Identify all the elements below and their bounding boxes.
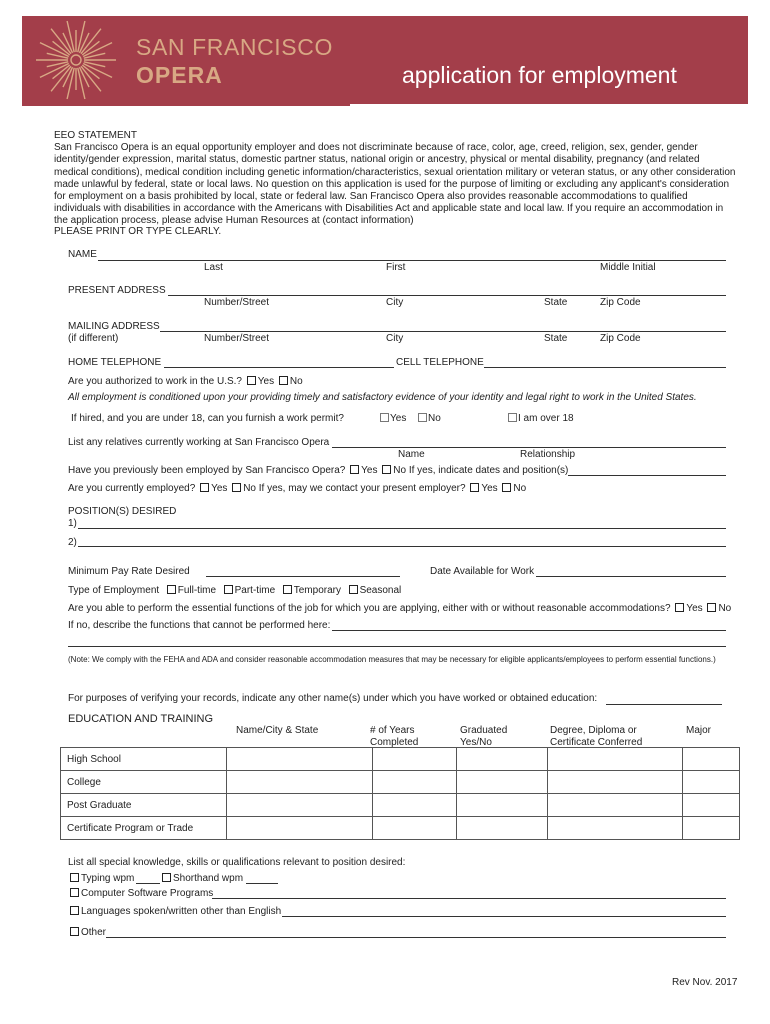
previous-yes-label: Yes — [361, 465, 378, 476]
edu-cell[interactable] — [373, 817, 457, 840]
full-time-label: Full-time — [177, 585, 217, 596]
name-first-caption: First — [386, 262, 406, 273]
current-no-label: No — [243, 483, 256, 494]
authorized-no-checkbox[interactable] — [279, 376, 288, 385]
pay-field[interactable] — [206, 576, 400, 577]
previous-yes-checkbox[interactable] — [350, 465, 359, 474]
typing-label: Typing wpm — [81, 873, 135, 884]
home-telephone-field[interactable] — [164, 367, 394, 368]
home-telephone-label: HOME TELEPHONE — [68, 357, 162, 368]
previous-row — [68, 465, 568, 476]
relatives-relationship-caption: Relationship — [520, 449, 576, 460]
previous-no-label: No — [393, 465, 407, 476]
page-title: application for employment — [402, 62, 677, 88]
previous-tail: If yes, indicate dates and position(s) — [408, 465, 569, 476]
shorthand-label: Shorthand wpm — [173, 873, 244, 884]
part-time-checkbox[interactable] — [224, 585, 233, 594]
mailing-state-caption: State — [544, 333, 568, 344]
employment-type-row — [68, 585, 401, 596]
edu-cell[interactable] — [373, 794, 457, 817]
current-row — [68, 483, 526, 494]
other-label: Other — [81, 927, 107, 938]
under18-no-label: No — [428, 413, 441, 424]
other-names-label: For purposes of verifying your records, indicate any other name(s) under which you have worked or obtained education: — [68, 693, 598, 704]
relatives-question: List any relatives currently working at San Francisco Opera — [68, 437, 330, 448]
sunburst-logo-icon — [32, 18, 120, 102]
functions-label: If no, describe the functions that cannot be performed here: — [68, 620, 331, 631]
under18-question: If hired, and you are under 18, can you furnish a work permit? — [71, 413, 344, 424]
eeo-heading: EEO STATEMENT — [54, 130, 137, 141]
typing-checkbox[interactable] — [70, 873, 79, 882]
essential-yes-label: Yes — [686, 603, 703, 614]
edu-row-label: High School — [61, 748, 227, 771]
edu-cell[interactable] — [548, 748, 683, 771]
position-2-label: 2) — [68, 537, 77, 548]
essential-no-label: No — [718, 603, 732, 614]
edu-col-graduated-2: Yes/No — [460, 737, 492, 748]
table-row — [61, 748, 740, 771]
name-last-caption: Last — [204, 262, 223, 273]
eeo-statement — [54, 130, 736, 228]
edu-col-name: Name/City & State — [236, 725, 319, 736]
relatives-name-caption: Name — [398, 449, 425, 460]
edu-cell[interactable] — [683, 817, 740, 840]
edu-cell[interactable] — [683, 794, 740, 817]
edu-cell[interactable] — [373, 748, 457, 771]
temporary-label: Temporary — [293, 585, 341, 596]
edu-col-degree-2: Certificate Conferred — [550, 737, 643, 748]
header-banner — [22, 16, 748, 104]
education-table — [60, 747, 740, 840]
evidence-note: All employment is conditioned upon your providing timely and satisfactory evidence of your identity and legal right to work in the United States. — [68, 392, 697, 403]
edu-cell[interactable] — [227, 794, 373, 817]
edu-cell[interactable] — [683, 771, 740, 794]
computer-checkbox[interactable] — [70, 888, 79, 897]
mailing-address-field[interactable] — [160, 331, 726, 332]
under18-no-checkbox[interactable] — [418, 413, 427, 422]
contact-yes-checkbox[interactable] — [470, 483, 479, 492]
functions-field-2[interactable] — [68, 646, 726, 647]
table-row — [61, 817, 740, 840]
table-row — [61, 794, 740, 817]
over18-label: I am over 18 — [518, 413, 574, 424]
over18-checkbox[interactable] — [508, 413, 517, 422]
authorized-question: Are you authorized to work in the U.S.? — [68, 376, 242, 387]
employment-type-label: Type of Employment — [68, 585, 160, 596]
authorized-yes-checkbox[interactable] — [247, 376, 256, 385]
edu-cell[interactable] — [457, 771, 548, 794]
edu-col-degree: Degree, Diploma or — [550, 725, 637, 736]
other-checkbox[interactable] — [70, 927, 79, 936]
full-time-checkbox[interactable] — [167, 585, 176, 594]
banner-underline — [22, 104, 350, 106]
mailing-zip-caption: Zip Code — [600, 333, 641, 344]
skills-intro: List all special knowledge, skills or qualifications relevant to position desired: — [68, 857, 406, 868]
essential-no-checkbox[interactable] — [707, 603, 716, 612]
computer-field[interactable] — [212, 898, 726, 899]
contact-no-checkbox[interactable] — [502, 483, 511, 492]
essential-question: Are you able to perform the essential functions of the job for which you are applying, either with or without reasonable accommodations? — [68, 603, 671, 614]
essential-yes-checkbox[interactable] — [675, 603, 684, 612]
education-heading: EDUCATION AND TRAINING — [68, 713, 214, 725]
current-question: Are you currently employed? — [68, 483, 196, 494]
previous-dates-field[interactable] — [568, 475, 726, 476]
org-name: SAN FRANCISCO — [136, 34, 333, 60]
languages-label: Languages spoken/written other than English — [81, 906, 282, 917]
name-label: NAME — [68, 249, 97, 260]
under18-yes-checkbox[interactable] — [380, 413, 389, 422]
computer-label: Computer Software Programs — [81, 888, 214, 899]
position-1-label: 1) — [68, 518, 77, 529]
edu-cell[interactable] — [457, 748, 548, 771]
edu-cell[interactable] — [227, 817, 373, 840]
eeo-body: San Francisco Opera is an equal opportunity employer and does not discriminate because of race, color, age, creed, religion, sex, gender, gender identity/gender expression, marital status, domestic partner status, national origin or ancestry, physical or mental disability, pregnancy (and related medical conditions), medical condition including genetic information/characteristics, sexual orientation military or veteran status, or any other consideration made unlawful by federal, state or local laws. No question on this application is used for the purpose of limiting or excluding any applicant's consideration for employment on a basis prohibited by local, state or federal law. San Francisco Opera also provides reasonable accommodations to qualified individuals with disabilities in accordance with the Americans with Disabilities Act and applicable state and local law. If you require an accommodation in the application process, please advise Human Resources at (contact information) — [54, 142, 736, 227]
date-available-field[interactable] — [536, 576, 726, 577]
mailing-address-sub: (if different) — [68, 333, 119, 344]
present-address-label: PRESENT ADDRESS — [68, 285, 166, 296]
shorthand-field[interactable] — [246, 883, 278, 884]
present-city-caption: City — [386, 297, 404, 308]
positions-label: POSITION(S) DESIRED — [68, 506, 177, 517]
under18-yes-label: Yes — [390, 413, 407, 424]
functions-field[interactable] — [332, 630, 726, 631]
other-names-field[interactable] — [606, 704, 722, 705]
current-no-checkbox[interactable] — [232, 483, 241, 492]
edu-cell[interactable] — [683, 748, 740, 771]
edu-cell[interactable] — [548, 794, 683, 817]
under18-yes-option — [380, 413, 406, 424]
authorized-row — [68, 376, 303, 387]
present-address-field[interactable] — [168, 295, 726, 296]
edu-cell[interactable] — [457, 817, 548, 840]
edu-col-years-2: Completed — [370, 737, 419, 748]
edu-row-label: Certificate Program or Trade — [61, 817, 227, 840]
languages-checkbox[interactable] — [70, 906, 79, 915]
contact-yes-label: Yes — [481, 483, 498, 494]
edu-col-major: Major — [686, 725, 712, 736]
edu-cell[interactable] — [227, 748, 373, 771]
contact-no-label: No — [513, 483, 527, 494]
shorthand-row — [160, 873, 243, 884]
relatives-field[interactable] — [332, 447, 726, 448]
name-field[interactable] — [98, 260, 726, 261]
edu-cell[interactable] — [457, 794, 548, 817]
edu-col-graduated: Graduated — [460, 725, 508, 736]
instructions: PLEASE PRINT OR TYPE CLEARLY. — [54, 226, 222, 237]
computer-row — [68, 888, 213, 899]
typing-field[interactable] — [136, 883, 160, 884]
under18-no-option — [418, 413, 441, 424]
present-zip-caption: Zip Code — [600, 297, 641, 308]
previous-no-checkbox[interactable] — [382, 465, 391, 474]
cell-telephone-field[interactable] — [484, 367, 726, 368]
edu-row-label: Post Graduate — [61, 794, 227, 817]
part-time-label: Part-time — [234, 585, 276, 596]
org-subtitle: OPERA — [136, 62, 223, 88]
typing-row — [68, 873, 134, 884]
edu-cell[interactable] — [373, 771, 457, 794]
languages-field[interactable] — [282, 916, 726, 917]
edu-row-label: College — [61, 771, 227, 794]
date-available-label: Date Available for Work — [430, 566, 535, 577]
languages-row — [68, 906, 281, 917]
shorthand-checkbox[interactable] — [162, 873, 171, 882]
position-2-field[interactable] — [78, 546, 726, 547]
table-row — [61, 771, 740, 794]
essential-row — [68, 603, 731, 614]
cell-telephone-label: CELL TELEPHONE — [396, 357, 484, 368]
ada-note: (Note: We comply with the FEHA and ADA and consider reasonable accommodation measures that may be necessary for eligible applicants/employees to perform essential functions.) — [68, 655, 716, 664]
mailing-street-caption: Number/Street — [204, 333, 270, 344]
other-row — [68, 927, 106, 938]
temporary-checkbox[interactable] — [283, 585, 292, 594]
edu-cell[interactable] — [548, 771, 683, 794]
authorized-yes-label: Yes — [257, 376, 275, 387]
previous-question: Have you previously been employed by San Francisco Opera? — [68, 465, 346, 476]
current-yes-label: Yes — [211, 483, 228, 494]
pay-label: Minimum Pay Rate Desired — [68, 566, 190, 577]
name-middle-caption: Middle Initial — [600, 262, 656, 273]
current-tail: If yes, may we contact your present employer? — [258, 483, 466, 494]
position-1-field[interactable] — [78, 528, 726, 529]
present-street-caption: Number/Street — [204, 297, 270, 308]
seasonal-label: Seasonal — [359, 585, 402, 596]
edu-cell[interactable] — [227, 771, 373, 794]
mailing-address-label: MAILING ADDRESS — [68, 321, 160, 332]
other-field[interactable] — [106, 937, 726, 938]
revision-note: Rev Nov. 2017 — [672, 977, 738, 988]
edu-col-years: # of Years — [370, 725, 415, 736]
mailing-city-caption: City — [386, 333, 404, 344]
present-state-caption: State — [544, 297, 568, 308]
over18-option — [508, 413, 574, 424]
authorized-no-label: No — [289, 376, 303, 387]
edu-cell[interactable] — [548, 817, 683, 840]
current-yes-checkbox[interactable] — [200, 483, 209, 492]
seasonal-checkbox[interactable] — [349, 585, 358, 594]
